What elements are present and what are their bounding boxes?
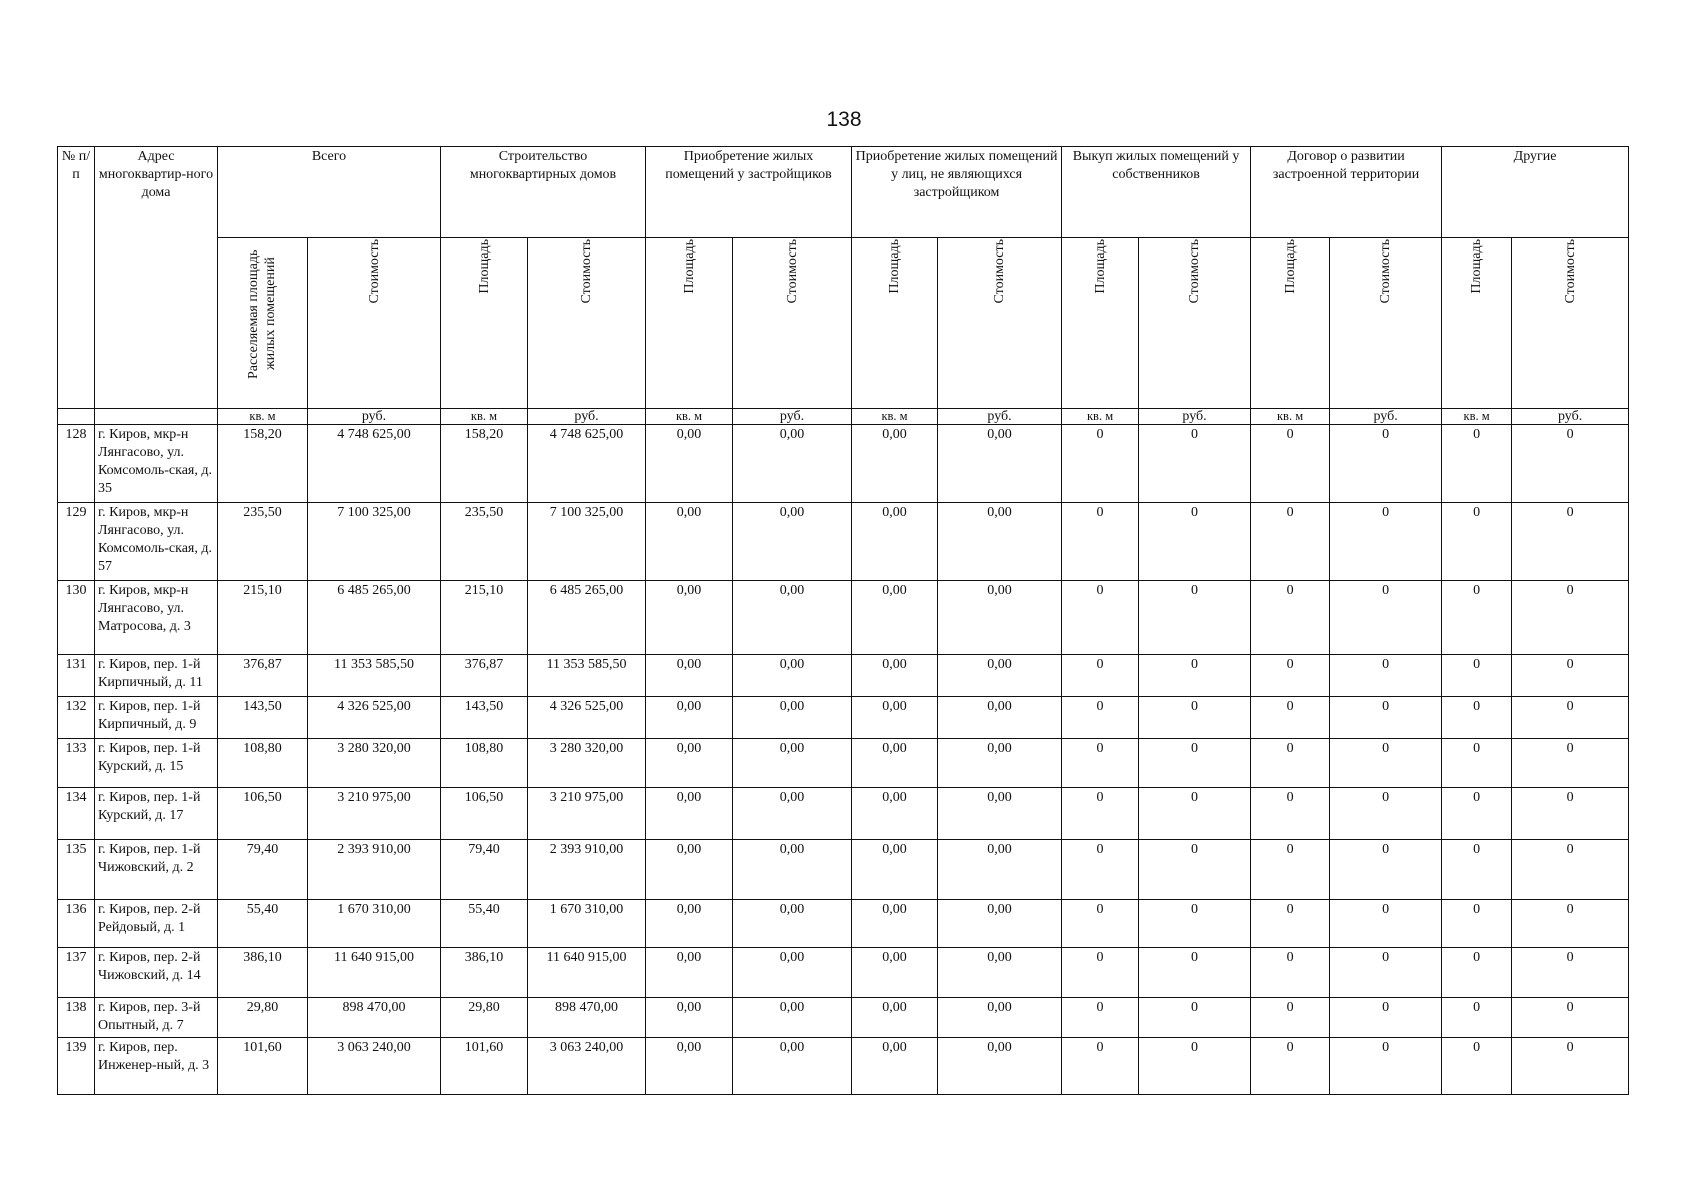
unit-money: руб. bbox=[528, 409, 646, 425]
unit-area: кв. м bbox=[852, 409, 938, 425]
cell-nondev-area: 0,00 bbox=[852, 900, 938, 948]
cell-buyout-area: 0 bbox=[1062, 739, 1139, 788]
cell-buyout-cost: 0 bbox=[1139, 581, 1251, 655]
cell-dev-cost: 0,00 bbox=[733, 739, 852, 788]
cell-buyout-area: 0 bbox=[1062, 998, 1139, 1038]
cell-dev-cost: 0,00 bbox=[733, 697, 852, 739]
cell-contract-cost: 0 bbox=[1330, 840, 1442, 900]
cell-build-area: 101,60 bbox=[441, 1038, 528, 1095]
cell-buyout-cost: 0 bbox=[1139, 697, 1251, 739]
cell-nondev-area: 0,00 bbox=[852, 1038, 938, 1095]
cell-nondev-cost: 0,00 bbox=[938, 655, 1062, 697]
cell-build-area: 79,40 bbox=[441, 840, 528, 900]
cell-other-area: 0 bbox=[1442, 1038, 1512, 1095]
table-row bbox=[58, 425, 1629, 503]
cell-other-cost: 0 bbox=[1512, 1038, 1629, 1095]
row-address: г. Киров, пер. 3-й Опытный, д. 7 bbox=[95, 998, 218, 1038]
cell-dev-cost: 0,00 bbox=[733, 425, 852, 503]
row-num: 133 bbox=[58, 739, 95, 788]
unit-money: руб. bbox=[1139, 409, 1251, 425]
header-num: № п/п bbox=[58, 147, 95, 409]
cell-other-area: 0 bbox=[1442, 697, 1512, 739]
table-row bbox=[58, 739, 1629, 788]
cell-total-cost: 4 748 625,00 bbox=[308, 425, 441, 503]
row-address: г. Киров, пер. 2-й Чижовский, д. 14 bbox=[95, 948, 218, 998]
unit-area: кв. м bbox=[218, 409, 308, 425]
row-address: г. Киров, пер. 2-й Рейдовый, д. 1 bbox=[95, 900, 218, 948]
header-row-sub bbox=[58, 238, 1629, 409]
row-num: 132 bbox=[58, 697, 95, 739]
row-address: г. Киров, пер. 1-й Чижовский, д. 2 bbox=[95, 840, 218, 900]
cell-contract-cost: 0 bbox=[1330, 739, 1442, 788]
cell-contract-area: 0 bbox=[1251, 788, 1330, 840]
cell-dev-cost: 0,00 bbox=[733, 998, 852, 1038]
header-sub-cost: Стоимость bbox=[528, 238, 646, 409]
cell-nondev-cost: 0,00 bbox=[938, 581, 1062, 655]
cell-other-cost: 0 bbox=[1512, 948, 1629, 998]
cell-total-area: 29,80 bbox=[218, 998, 308, 1038]
header-sub-cost: Стоимость bbox=[1512, 238, 1629, 409]
cell-build-area: 106,50 bbox=[441, 788, 528, 840]
table-row bbox=[58, 1038, 1629, 1095]
cell-total-area: 143,50 bbox=[218, 697, 308, 739]
unit-area: кв. м bbox=[1251, 409, 1330, 425]
cell-other-cost: 0 bbox=[1512, 998, 1629, 1038]
cell-nondev-cost: 0,00 bbox=[938, 840, 1062, 900]
cell-nondev-cost: 0,00 bbox=[938, 697, 1062, 739]
cell-dev-area: 0,00 bbox=[646, 739, 733, 788]
cell-build-area: 215,10 bbox=[441, 581, 528, 655]
cell-dev-area: 0,00 bbox=[646, 788, 733, 840]
unit-area: кв. м bbox=[1442, 409, 1512, 425]
cell-buyout-cost: 0 bbox=[1139, 788, 1251, 840]
table-row bbox=[58, 655, 1629, 697]
header-sub-cost: Стоимость bbox=[1330, 238, 1442, 409]
unit-area: кв. м bbox=[646, 409, 733, 425]
cell-build-cost: 6 485 265,00 bbox=[528, 581, 646, 655]
cell-other-area: 0 bbox=[1442, 948, 1512, 998]
unit-money: руб. bbox=[733, 409, 852, 425]
cell-other-area: 0 bbox=[1442, 425, 1512, 503]
cell-total-area: 106,50 bbox=[218, 788, 308, 840]
cell-build-area: 376,87 bbox=[441, 655, 528, 697]
cell-dev-cost: 0,00 bbox=[733, 900, 852, 948]
unit-money: руб. bbox=[308, 409, 441, 425]
row-num: 137 bbox=[58, 948, 95, 998]
cell-buyout-area: 0 bbox=[1062, 581, 1139, 655]
cell-total-cost: 6 485 265,00 bbox=[308, 581, 441, 655]
cell-build-cost: 2 393 910,00 bbox=[528, 840, 646, 900]
cell-dev-area: 0,00 bbox=[646, 840, 733, 900]
cell-other-area: 0 bbox=[1442, 788, 1512, 840]
cell-dev-area: 0,00 bbox=[646, 655, 733, 697]
row-address: г. Киров, пер. 1-й Кирпичный, д. 9 bbox=[95, 697, 218, 739]
cell-build-area: 108,80 bbox=[441, 739, 528, 788]
row-address: г. Киров, мкр-н Лянгасово, ул. Комсомоль-ская, д. 35 bbox=[95, 425, 218, 503]
cell-buyout-cost: 0 bbox=[1139, 739, 1251, 788]
row-num: 136 bbox=[58, 900, 95, 948]
cell-nondev-area: 0,00 bbox=[852, 425, 938, 503]
cell-contract-area: 0 bbox=[1251, 840, 1330, 900]
cell-build-cost: 3 063 240,00 bbox=[528, 1038, 646, 1095]
cell-contract-area: 0 bbox=[1251, 900, 1330, 948]
header-group-development-contract: Договор о развитии застроенной территории bbox=[1251, 147, 1442, 238]
cell-buyout-area: 0 bbox=[1062, 900, 1139, 948]
row-address: г. Киров, мкр-н Лянгасово, ул. Матросова, д. 3 bbox=[95, 581, 218, 655]
cell-contract-area: 0 bbox=[1251, 503, 1330, 581]
cell-build-cost: 4 326 525,00 bbox=[528, 697, 646, 739]
cell-nondev-cost: 0,00 bbox=[938, 1038, 1062, 1095]
cell-total-area: 235,50 bbox=[218, 503, 308, 581]
cell-dev-area: 0,00 bbox=[646, 948, 733, 998]
header-sub-area: Площадь bbox=[646, 238, 733, 409]
cell-total-cost: 3 280 320,00 bbox=[308, 739, 441, 788]
cell-other-cost: 0 bbox=[1512, 581, 1629, 655]
cell-other-area: 0 bbox=[1442, 998, 1512, 1038]
header-group-purchase-non-developers: Приобретение жилых помещений у лиц, не являющихся застройщиком bbox=[852, 147, 1062, 238]
cell-nondev-area: 0,00 bbox=[852, 788, 938, 840]
unit-area: кв. м bbox=[441, 409, 528, 425]
cell-dev-area: 0,00 bbox=[646, 425, 733, 503]
cell-other-area: 0 bbox=[1442, 739, 1512, 788]
cell-dev-cost: 0,00 bbox=[733, 1038, 852, 1095]
cell-nondev-cost: 0,00 bbox=[938, 739, 1062, 788]
cell-build-area: 55,40 bbox=[441, 900, 528, 948]
cell-nondev-cost: 0,00 bbox=[938, 998, 1062, 1038]
cell-total-area: 158,20 bbox=[218, 425, 308, 503]
table-row bbox=[58, 948, 1629, 998]
page-number: 138 bbox=[826, 108, 862, 131]
row-address: г. Киров, мкр-н Лянгасово, ул. Комсомоль-ская, д. 57 bbox=[95, 503, 218, 581]
header-sub-area: Площадь bbox=[1251, 238, 1330, 409]
cell-total-area: 376,87 bbox=[218, 655, 308, 697]
cell-other-cost: 0 bbox=[1512, 788, 1629, 840]
cell-buyout-area: 0 bbox=[1062, 948, 1139, 998]
cell-buyout-area: 0 bbox=[1062, 697, 1139, 739]
cell-dev-area: 0,00 bbox=[646, 581, 733, 655]
cell-contract-area: 0 bbox=[1251, 1038, 1330, 1095]
cell-total-cost: 898 470,00 bbox=[308, 998, 441, 1038]
row-address: г. Киров, пер. 1-й Кирпичный, д. 11 bbox=[95, 655, 218, 697]
cell-buyout-cost: 0 bbox=[1139, 655, 1251, 697]
cell-contract-area: 0 bbox=[1251, 948, 1330, 998]
cell-build-cost: 11 640 915,00 bbox=[528, 948, 646, 998]
cell-total-cost: 4 326 525,00 bbox=[308, 697, 441, 739]
cell-nondev-area: 0,00 bbox=[852, 581, 938, 655]
cell-buyout-cost: 0 bbox=[1139, 948, 1251, 998]
cell-other-area: 0 bbox=[1442, 581, 1512, 655]
table-row bbox=[58, 998, 1629, 1038]
cell-dev-cost: 0,00 bbox=[733, 788, 852, 840]
cell-build-cost: 11 353 585,50 bbox=[528, 655, 646, 697]
cell-dev-cost: 0,00 bbox=[733, 840, 852, 900]
cell-build-area: 235,50 bbox=[441, 503, 528, 581]
row-num: 128 bbox=[58, 425, 95, 503]
cell-other-area: 0 bbox=[1442, 840, 1512, 900]
cell-other-cost: 0 bbox=[1512, 900, 1629, 948]
cell-buyout-cost: 0 bbox=[1139, 425, 1251, 503]
cell-contract-cost: 0 bbox=[1330, 948, 1442, 998]
header-sub-area-total: Расселяемая площадь жилых помещений bbox=[218, 238, 308, 409]
cell-buyout-cost: 0 bbox=[1139, 1038, 1251, 1095]
cell-nondev-area: 0,00 bbox=[852, 948, 938, 998]
cell-nondev-area: 0,00 bbox=[852, 697, 938, 739]
unit-money: руб. bbox=[938, 409, 1062, 425]
cell-contract-area: 0 bbox=[1251, 581, 1330, 655]
cell-total-area: 386,10 bbox=[218, 948, 308, 998]
cell-buyout-cost: 0 bbox=[1139, 998, 1251, 1038]
cell-other-area: 0 bbox=[1442, 655, 1512, 697]
row-num: 139 bbox=[58, 1038, 95, 1095]
cell-contract-cost: 0 bbox=[1330, 697, 1442, 739]
cell-other-cost: 0 bbox=[1512, 697, 1629, 739]
cell-contract-cost: 0 bbox=[1330, 998, 1442, 1038]
cell-build-cost: 7 100 325,00 bbox=[528, 503, 646, 581]
units-blank bbox=[58, 409, 95, 425]
header-group-construction: Строительство многоквартирных домов bbox=[441, 147, 646, 238]
cell-nondev-area: 0,00 bbox=[852, 655, 938, 697]
table-row bbox=[58, 697, 1629, 739]
header-group-purchase-developers: Приобретение жилых помещений у застройщиков bbox=[646, 147, 852, 238]
header-address: Адрес многоквартир-ного дома bbox=[95, 147, 218, 409]
row-num: 130 bbox=[58, 581, 95, 655]
cell-dev-area: 0,00 bbox=[646, 503, 733, 581]
cell-other-cost: 0 bbox=[1512, 655, 1629, 697]
cell-contract-area: 0 bbox=[1251, 655, 1330, 697]
cell-contract-cost: 0 bbox=[1330, 1038, 1442, 1095]
cell-total-area: 108,80 bbox=[218, 739, 308, 788]
cell-total-cost: 2 393 910,00 bbox=[308, 840, 441, 900]
cell-build-area: 158,20 bbox=[441, 425, 528, 503]
cell-other-area: 0 bbox=[1442, 900, 1512, 948]
header-sub-cost: Стоимость bbox=[733, 238, 852, 409]
cell-other-cost: 0 bbox=[1512, 840, 1629, 900]
row-num: 129 bbox=[58, 503, 95, 581]
cell-total-cost: 1 670 310,00 bbox=[308, 900, 441, 948]
header-group-other: Другие bbox=[1442, 147, 1629, 238]
cell-nondev-cost: 0,00 bbox=[938, 425, 1062, 503]
units-row bbox=[58, 409, 1629, 425]
cell-dev-area: 0,00 bbox=[646, 697, 733, 739]
cell-build-cost: 1 670 310,00 bbox=[528, 900, 646, 948]
cell-other-cost: 0 bbox=[1512, 739, 1629, 788]
table-row bbox=[58, 900, 1629, 948]
cell-nondev-area: 0,00 bbox=[852, 998, 938, 1038]
table-row bbox=[58, 840, 1629, 900]
cell-other-cost: 0 bbox=[1512, 503, 1629, 581]
table-row bbox=[58, 788, 1629, 840]
row-address: г. Киров, пер. Инженер-ный, д. 3 bbox=[95, 1038, 218, 1095]
header-group-buyout: Выкуп жилых помещений у собственников bbox=[1062, 147, 1251, 238]
cell-dev-area: 0,00 bbox=[646, 900, 733, 948]
cell-dev-cost: 0,00 bbox=[733, 948, 852, 998]
cell-contract-cost: 0 bbox=[1330, 900, 1442, 948]
cell-buyout-area: 0 bbox=[1062, 655, 1139, 697]
header-sub-cost: Стоимость bbox=[938, 238, 1062, 409]
units-blank bbox=[95, 409, 218, 425]
cell-buyout-cost: 0 bbox=[1139, 840, 1251, 900]
cell-contract-cost: 0 bbox=[1330, 788, 1442, 840]
cell-nondev-cost: 0,00 bbox=[938, 788, 1062, 840]
cell-other-area: 0 bbox=[1442, 503, 1512, 581]
cell-contract-area: 0 bbox=[1251, 425, 1330, 503]
unit-money: руб. bbox=[1512, 409, 1629, 425]
cell-buyout-area: 0 bbox=[1062, 503, 1139, 581]
cell-contract-cost: 0 bbox=[1330, 581, 1442, 655]
cell-dev-cost: 0,00 bbox=[733, 503, 852, 581]
cell-total-cost: 3 063 240,00 bbox=[308, 1038, 441, 1095]
table-row bbox=[58, 581, 1629, 655]
cell-build-cost: 3 210 975,00 bbox=[528, 788, 646, 840]
cell-total-cost: 11 353 585,50 bbox=[308, 655, 441, 697]
cell-build-area: 29,80 bbox=[441, 998, 528, 1038]
cell-buyout-cost: 0 bbox=[1139, 503, 1251, 581]
cell-contract-cost: 0 bbox=[1330, 425, 1442, 503]
row-address: г. Киров, пер. 1-й Курский, д. 15 bbox=[95, 739, 218, 788]
cell-total-cost: 11 640 915,00 bbox=[308, 948, 441, 998]
unit-money: руб. bbox=[1330, 409, 1442, 425]
row-num: 134 bbox=[58, 788, 95, 840]
cell-nondev-area: 0,00 bbox=[852, 503, 938, 581]
cell-buyout-area: 0 bbox=[1062, 840, 1139, 900]
cell-dev-cost: 0,00 bbox=[733, 581, 852, 655]
header-sub-cost: Стоимость bbox=[1139, 238, 1251, 409]
cell-total-cost: 7 100 325,00 bbox=[308, 503, 441, 581]
cell-build-cost: 3 280 320,00 bbox=[528, 739, 646, 788]
cell-nondev-area: 0,00 bbox=[852, 840, 938, 900]
header-sub-area: Площадь bbox=[852, 238, 938, 409]
row-num: 135 bbox=[58, 840, 95, 900]
cell-build-cost: 898 470,00 bbox=[528, 998, 646, 1038]
cell-contract-cost: 0 bbox=[1330, 655, 1442, 697]
row-address: г. Киров, пер. 1-й Курский, д. 17 bbox=[95, 788, 218, 840]
cell-buyout-area: 0 bbox=[1062, 425, 1139, 503]
header-sub-area: Площадь bbox=[1062, 238, 1139, 409]
cell-buyout-area: 0 bbox=[1062, 788, 1139, 840]
cell-build-cost: 4 748 625,00 bbox=[528, 425, 646, 503]
unit-area: кв. м bbox=[1062, 409, 1139, 425]
cell-total-area: 215,10 bbox=[218, 581, 308, 655]
cell-contract-area: 0 bbox=[1251, 697, 1330, 739]
row-num: 131 bbox=[58, 655, 95, 697]
cell-build-area: 143,50 bbox=[441, 697, 528, 739]
cell-dev-area: 0,00 bbox=[646, 1038, 733, 1095]
cell-buyout-area: 0 bbox=[1062, 1038, 1139, 1095]
header-sub-area: Площадь bbox=[1442, 238, 1512, 409]
cell-nondev-area: 0,00 bbox=[852, 739, 938, 788]
cell-dev-area: 0,00 bbox=[646, 998, 733, 1038]
header-group-total: Всего bbox=[218, 147, 441, 238]
cell-nondev-cost: 0,00 bbox=[938, 900, 1062, 948]
header-sub-area: Площадь bbox=[441, 238, 528, 409]
cell-total-cost: 3 210 975,00 bbox=[308, 788, 441, 840]
cell-dev-cost: 0,00 bbox=[733, 655, 852, 697]
resettlement-table bbox=[57, 146, 1629, 1095]
cell-contract-area: 0 bbox=[1251, 739, 1330, 788]
cell-total-area: 79,40 bbox=[218, 840, 308, 900]
table-row bbox=[58, 503, 1629, 581]
cell-buyout-cost: 0 bbox=[1139, 900, 1251, 948]
cell-other-cost: 0 bbox=[1512, 425, 1629, 503]
cell-contract-cost: 0 bbox=[1330, 503, 1442, 581]
cell-total-area: 55,40 bbox=[218, 900, 308, 948]
cell-total-area: 101,60 bbox=[218, 1038, 308, 1095]
cell-nondev-cost: 0,00 bbox=[938, 503, 1062, 581]
header-sub-cost: Стоимость bbox=[308, 238, 441, 409]
header-row-groups bbox=[58, 147, 1629, 238]
cell-build-area: 386,10 bbox=[441, 948, 528, 998]
cell-nondev-cost: 0,00 bbox=[938, 948, 1062, 998]
cell-contract-area: 0 bbox=[1251, 998, 1330, 1038]
row-num: 138 bbox=[58, 998, 95, 1038]
